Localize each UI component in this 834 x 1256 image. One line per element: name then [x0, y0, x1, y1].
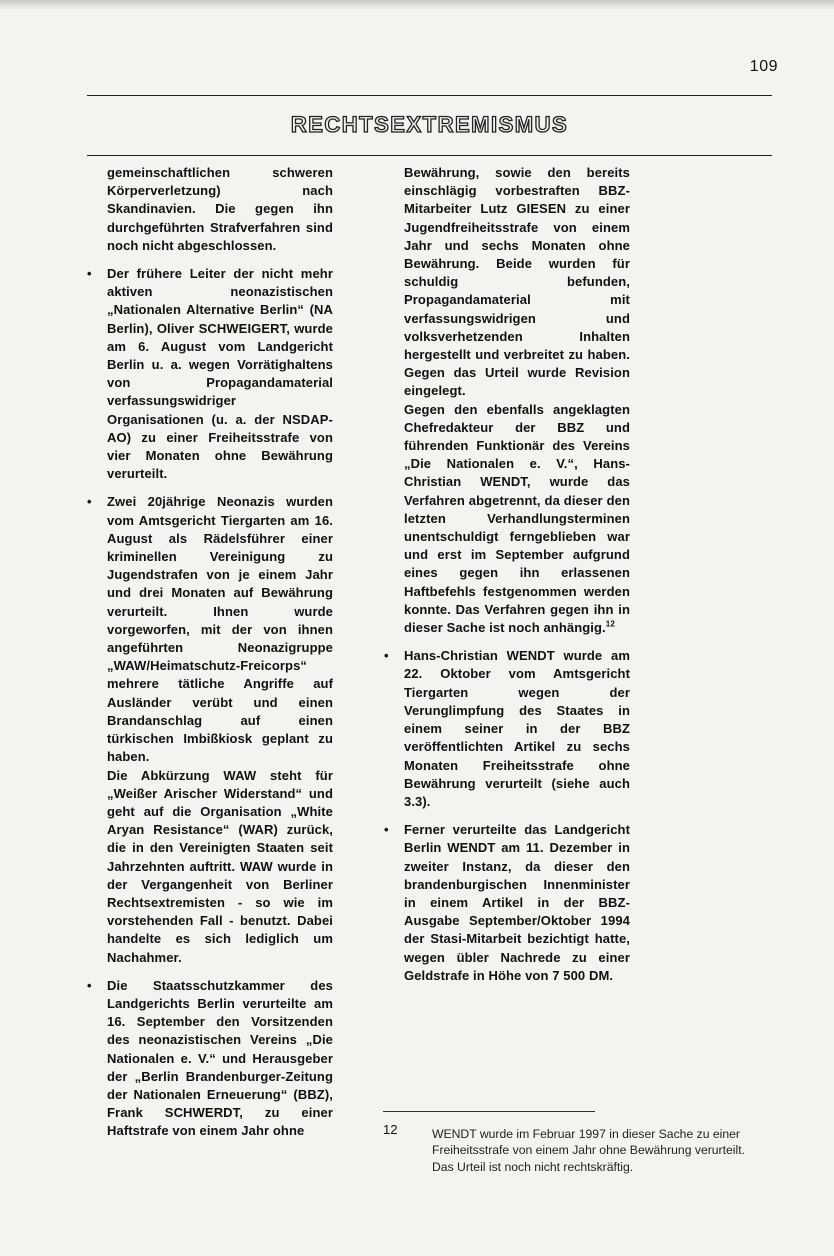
bullet-icon: • [87, 494, 92, 510]
list-item [384, 821, 630, 985]
footnote-number: 12 [383, 1122, 398, 1137]
list-item [87, 493, 333, 966]
list-item-paragraph: Die Abkürzung WAW steht für „Weißer Arischer Widerstand“ und geht auf die Organisation „White Aryan Resistance“ (WAR) zurück, die in den Vereinigten Staaten seit Jahrzehnten auftritt. WAW wurde in der Vergangenheit von Berliner Rechtsextremisten - so wie im vorstehenden Fall - benutzt. Dabei handelte es sich lediglich um Nachahmer. [107, 767, 333, 965]
list-item-text: Ferner verurteilte das Landgericht Berlin WENDT am 11. Dezember in zweiter Instanz, da dieser den brandenburgischen Innenminister in einem Artikel in der BBZ-Ausgabe September/Oktober 1994 der Stasi-Mitarbeit bezichtigt hatte, wegen übler Nachrede zu einer Geldstrafe in Höhe von 7 500 DM. [404, 822, 630, 983]
section-title: RECHTSEXTREMISMUS [290, 112, 569, 137]
scan-edge-shadow [0, 0, 834, 10]
list-item-text: Die Staatsschutzkammer des Landgerichts Berlin verurteilte am 16. September den Vorsitzenden des neonazistischen Vereins „Die Nationalen e. V.“ und Herausgeber der „Berlin Brandenburger-Zeitung der Nationalen Erneuerung“ (BBZ), Frank SCHWERDT, zu einer Haftstrafe von einem Jahr ohne [107, 977, 333, 1139]
page-number: 109 [749, 58, 778, 75]
right-continuation-paragraph-2 [404, 401, 630, 638]
header-rule-top [87, 95, 772, 96]
list-item-text: Der frühere Leiter der nicht mehr aktiven neonazistischen „Nationalen Alternative Berlin“ (NA Berlin), Oliver SCHWEIGERT, wurde am 6. August vom Landgericht Berlin u. a. wegen Vorrätighaltens von Propagandamaterial verfassungswidriger Organisationen (u. a. der NSDAP-AO) zu einer Freiheitsstrafe von vier Monaten ohne Bewährung verurteilt. [107, 266, 333, 482]
bullet-icon: • [384, 822, 389, 838]
right-continuation-paragraph: Bewährung, sowie den bereits einschlägig vorbestraften BBZ-Mitarbeiter Lutz GIESEN zu einer Jugendfreiheitsstrafe von einem Jahr und sechs Monaten ohne Bewährung. Beide wurden für schuldig befunden, Propagandamaterial mit verfassungswidrigen und volksverhetzenden Inhalten hergestellt und verbreitet zu haben. Gegen das Urteil wurde Revision eingelegt. [404, 165, 630, 399]
footnote-separator [383, 1111, 595, 1112]
list-item-text: Hans-Christian WENDT wurde am 22. Oktober vom Amtsgericht Tiergarten wegen der Verunglimpfung des Staates in einem seiner in der BBZ veröffentlichten Artikel zu sechs Monaten Freiheitsstrafe ohne Bewährung verurteilt (siehe auch 3.3). [404, 648, 630, 809]
bullet-icon: • [87, 266, 92, 282]
left-continuation-paragraph: gemeinschaftlichen schweren Körperverletzung) nach Skandinavien. Die gegen ihn durchgeführten Strafverfahren sind noch nicht abgeschlossen. [107, 165, 333, 253]
header-rule-bottom [87, 155, 772, 156]
list-item [87, 977, 333, 1141]
right-column [384, 164, 630, 985]
list-item [384, 647, 630, 811]
footnote-text: WENDT wurde im Februar 1997 in dieser Sache zu einer Freiheitsstrafe von einem Jahr ohne Bewährung verurteilt. Das Urteil ist noch nicht rechtskräftig. [432, 1127, 745, 1174]
bullet-icon: • [87, 977, 92, 993]
list-item [87, 265, 333, 483]
bullet-icon: • [384, 648, 389, 664]
footnote-reference: 12 [605, 619, 615, 629]
list-item-text: Zwei 20jährige Neonazis wurden vom Amtsgericht Tiergarten am 16. August als Rädelsführer einer kriminellen Vereinigung zu Jugendstrafen von je einem Jahr und drei Monaten auf Bewährung verurteilt. Ihnen wurde vorgeworfen, mit der von ihnen angeführten Neonazigruppe „WAW/Heimatschutz-Freicorps“ mehrere tätliche Angriffe auf Ausländer verübt und einen Brandanschlag auf einen türkischen Imbißkiosk geplant zu haben. [107, 494, 333, 765]
paragraph-text: Gegen den ebenfalls angeklagten Chefredakteur der BBZ und führenden Funktionär des Vereins „Die Nationalen e. V.“, Hans-Christian WENDT, wurde das Verfahren abgetrennt, da dieser den letzten Verhandlungsterminen unentschuldigt ferngeblieben war und erst im September aufgrund eines gegen ihn erlassenen Haftbefehls festgenommen werden konnte. Das Verfahren gegen ihn in dieser Sache ist noch anhängig. [404, 401, 630, 636]
left-column [87, 164, 333, 1141]
